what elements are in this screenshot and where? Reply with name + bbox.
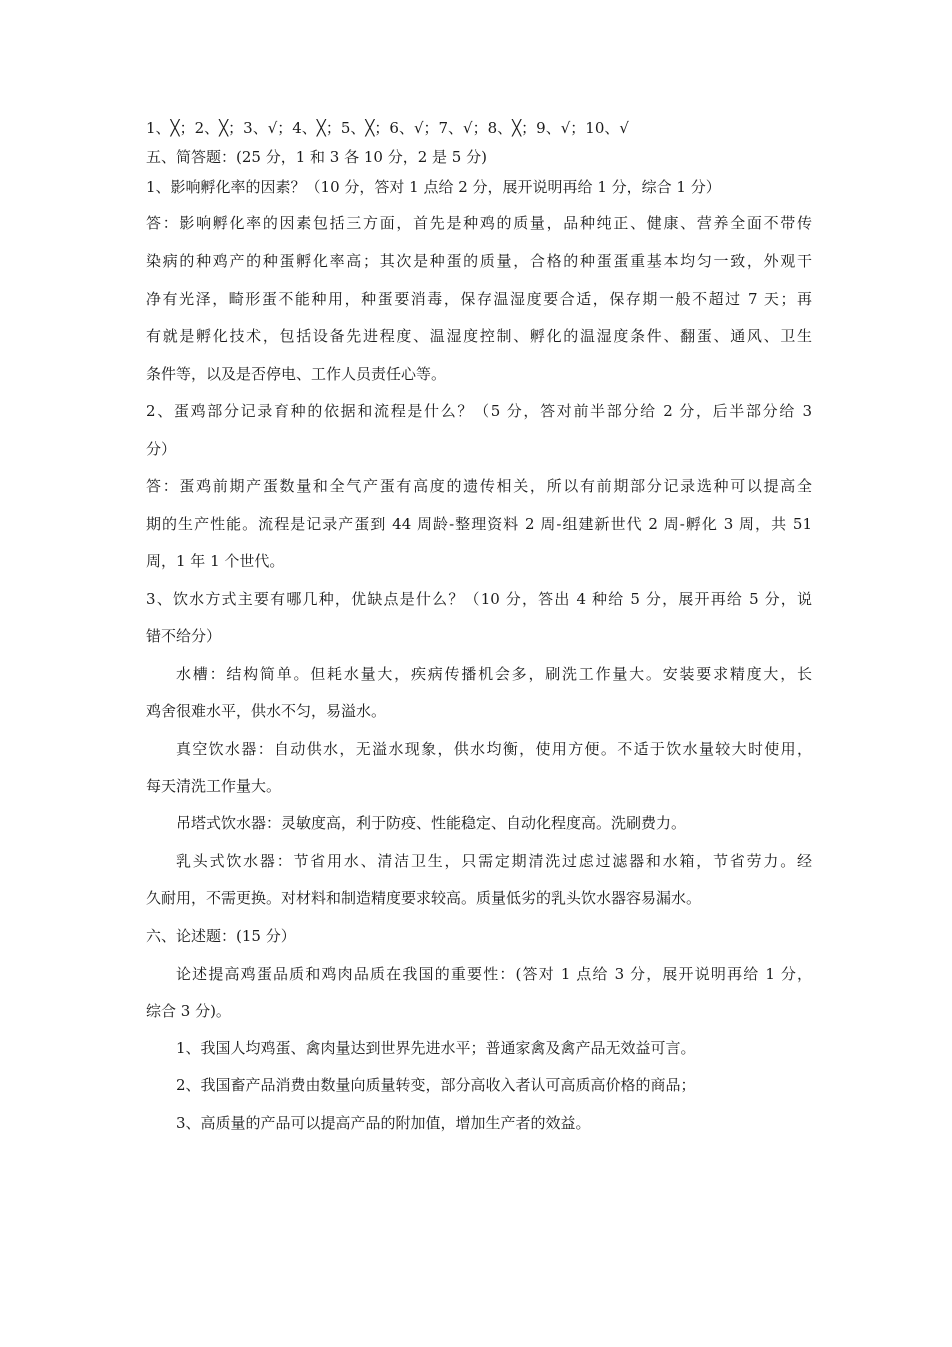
essay-point: 2、我国畜产品消费由数量向质量转变，部分高收入者认可高质高价格的商品； (176, 1076, 696, 1094)
section-6-heading: 六、论述题：(15 分） (146, 927, 296, 945)
q3-answer-line: 真空饮水器：自动供水，无溢水现象，供水均衡，使用方便。不适于饮水量较大时使用， (176, 740, 812, 758)
q3-answer-line: 鸡舍很难水平，供水不匀，易溢水。 (146, 702, 387, 720)
q2-answer-line: 周，1 年 1 个世代。 (146, 552, 285, 570)
true-false-answers: 1、╳；2、╳；3、√；4、╳；5、╳；6、√；7、√；8、╳；9、√；10、√ (146, 119, 629, 137)
q1-answer-line: 有就是孵化技术，包括设备先进程度、温湿度控制、孵化的温湿度条件、翻蛋、通风、卫生 (146, 327, 812, 345)
q1-answer-line: 条件等，以及是否停电、工作人员责任心等。 (146, 365, 447, 383)
essay-point: 3、高质量的产品可以提高产品的附加值，增加生产者的效益。 (176, 1114, 591, 1132)
section-5-heading: 五、简答题：(25 分，1 和 3 各 10 分，2 是 5 分) (146, 148, 487, 166)
q1-answer-line: 净有光泽，畸形蛋不能种用，种蛋要消毒，保存温湿度要合适，保存期一般不超过 7 天；再 (146, 290, 812, 308)
essay-prompt-line: 综合 3 分)。 (146, 1002, 231, 1020)
q2-answer-line: 期的生产性能。流程是记录产蛋到 44 周龄-整理资料 2 周-组建新世代 2 周-孵化 3 周，共 51 (146, 515, 812, 533)
q3-answer-line: 乳头式饮水器：节省用水、清洁卫生，只需定期清洗过虑过滤器和水箱，节省劳力。经 (176, 852, 812, 870)
q3-question-line: 错不给分） (146, 627, 222, 645)
q3-question-line: 3、饮水方式主要有哪几种，优缺点是什么？（10 分，答出 4 种给 5 分，展开再给 5 分，说 (146, 590, 812, 608)
q1-answer-line: 染病的种鸡产的种蛋孵化率高；其次是种蛋的质量，合格的种蛋蛋重基本均匀一致，外观干 (146, 252, 812, 270)
q2-question-line: 分） (146, 440, 177, 458)
essay-point: 1、我国人均鸡蛋、禽肉量达到世界先进水平；普通家禽及禽产品无效益可言。 (176, 1039, 696, 1057)
essay-prompt-line: 论述提高鸡蛋品质和鸡肉品质在我国的重要性：(答对 1 点给 3 分，展开说明再给 1 分， (176, 965, 812, 983)
q1-question: 1、影响孵化率的因素？（10 分，答对 1 点给 2 分，展开说明再给 1 分，综合 1 分） (146, 178, 721, 196)
q3-answer-line: 久耐用，不需更换。对材料和制造精度要求较高。质量低劣的乳头饮水器容易漏水。 (146, 889, 702, 907)
q2-question-line: 2、蛋鸡部分记录育种的依据和流程是什么？（5 分，答对前半部分给 2 分，后半部分给 3 (146, 402, 812, 420)
q1-answer-line: 答：影响孵化率的因素包括三方面，首先是种鸡的质量，品种纯正、健康、营养全面不带传 (146, 214, 812, 232)
q3-answer-line: 吊塔式饮水器：灵敏度高，利于防疫、性能稳定、自动化程度高。洗刷费力。 (176, 814, 687, 832)
q2-answer-line: 答：蛋鸡前期产蛋数量和全气产蛋有高度的遗传相关，所以有前期部分记录选种可以提高全 (146, 477, 812, 495)
q3-answer-line: 水槽：结构简单。但耗水量大，疾病传播机会多，刷洗工作量大。安装要求精度大，长 (176, 665, 812, 683)
q3-answer-line: 每天清洗工作量大。 (146, 777, 282, 795)
